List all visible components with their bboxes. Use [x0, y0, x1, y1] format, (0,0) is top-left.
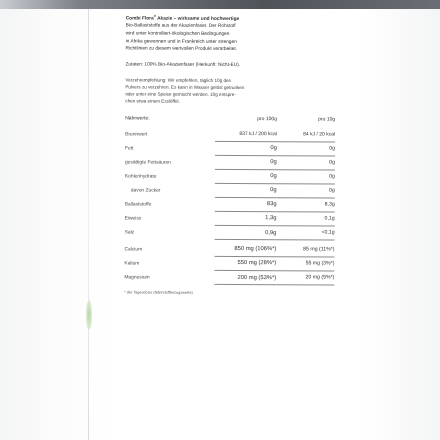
usage-line: chen etwa einem Esslöffel. [125, 98, 180, 105]
product-label [124, 13, 345, 297]
nutrient-name: Kalium [124, 261, 140, 267]
nutrition-header-per-10g: pro 10g [318, 116, 336, 123]
value-per-100g: 837 kJ / 200 kcal [215, 129, 277, 142]
nutrient-name: Ballaststoffe [124, 202, 152, 208]
nutrient-name: Calcium [124, 247, 143, 253]
value-per-10g: 0g [277, 184, 335, 198]
nutrient-name: Kohlenhydrate [124, 174, 157, 180]
bottle-edge-line [88, 0, 89, 440]
usage-line: Verzehrempfehlung: Wir empfehlen, täglich 10g des [125, 77, 231, 84]
footnote: * der Tagesdosis (Nährstoffbezugswerte) [124, 290, 193, 296]
nutrition-row [124, 270, 334, 285]
nutrition-header-per-100g: pro 100g [257, 115, 278, 122]
value-per-10g: 0g [277, 142, 335, 156]
nutrition-row [124, 239, 334, 257]
usage-recommendation [125, 77, 345, 107]
nutrition-header-row [125, 115, 335, 130]
product-description [126, 13, 346, 54]
value-per-100g: 0g [214, 184, 276, 198]
value-per-10g: 55 mg (3%*) [276, 257, 334, 271]
nutrition-header-label: Nährwerte: [125, 115, 150, 122]
intro-line: Richtlinien zu diesem wertvollen Produkt verarbeitet. [125, 46, 238, 53]
nutrient-name: davon Zucker [130, 188, 161, 194]
intro-line: in Afrika gewonnen und in Frankreich unter strengen [125, 39, 237, 45]
nutrition-row [125, 197, 335, 212]
value-per-100g: 550 mg (28%*) [214, 257, 276, 271]
nutrient-name: Magnesium [124, 275, 150, 281]
registered-mark: ® [153, 13, 156, 18]
nutrient-name: Brennwert [125, 132, 148, 138]
value-per-10g: 0g [277, 156, 335, 170]
nutrition-row [125, 211, 335, 226]
value-per-100g: 0g [214, 169, 276, 183]
nutrition-table [124, 115, 335, 286]
value-per-10g: 8,3g [277, 198, 335, 212]
intro-headline: Akazie – wirksame und hochwertige [155, 16, 240, 22]
nutrition-row [124, 256, 334, 271]
value-per-100g: 0,9g [214, 226, 276, 240]
value-per-10g: <0,1g [276, 226, 334, 240]
nutrition-row [125, 155, 335, 170]
intro-line: Bio-Ballaststoffe aus der Akazienfaser. Der Rohstoff [125, 23, 236, 30]
ingredients-text: Zutaten: 100% Bio-Akazienfaser (Herkunft: Nicht-EU). [125, 62, 241, 68]
value-per-10g: 84 kJ / 20 kcal [277, 129, 335, 142]
intro-line: wird unter kontrolliert-ökologischen Bedingungen [125, 31, 230, 37]
nutrition-row [125, 169, 335, 184]
bottle-right-curvature [360, 0, 440, 440]
value-per-10g: 0g [277, 170, 335, 184]
value-per-100g: 200 mg (53%*) [214, 271, 276, 285]
nutrient-name: Fett [125, 146, 134, 152]
nutrient-name: Eiweiss [124, 216, 142, 222]
nutrient-name: gesättigte Fettsäuren [124, 160, 171, 166]
green-leaf-accent [86, 300, 92, 330]
bottle-left-curvature [0, 0, 118, 440]
value-per-100g: 0g [215, 141, 277, 155]
nutrient-name: Salz [124, 230, 135, 236]
value-per-100g: 1,3g [214, 212, 276, 226]
value-per-100g: 0g [214, 155, 276, 169]
value-per-10g: 85 mg (11%*) [276, 240, 334, 257]
value-per-100g: 850 mg (106%*) [214, 240, 276, 257]
nutrition-row [125, 225, 335, 240]
value-per-10g: 0,1g [276, 212, 334, 226]
value-per-10g: 20 mg (5%*) [276, 271, 334, 285]
nutrition-row [125, 183, 335, 198]
nutrition-row [125, 141, 335, 156]
nutrition-row [125, 129, 335, 142]
usage-line: Pulvers zu verzehren. Es kann in Wasser gelöst getrunken [125, 84, 245, 91]
bottle-cap-strip [0, 0, 440, 9]
usage-line: oder unter eine Speise gemischt werden. 10g entspre- [125, 91, 236, 98]
value-per-100g: 83g [214, 198, 276, 212]
brand-name: Combi Flora [125, 16, 154, 22]
